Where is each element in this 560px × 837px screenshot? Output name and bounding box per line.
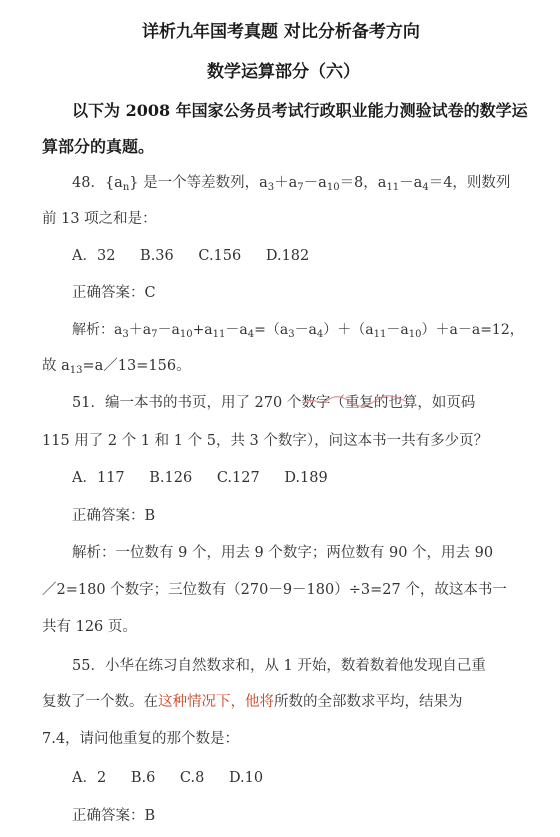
q51-options — [72, 468, 348, 488]
page-title: 详析九年国考真题 对比分析备考方向 — [142, 22, 420, 42]
q55-stem-line-3: 7.4，请问他重复的那个数是： — [42, 731, 240, 747]
page-subtitle: 数学运算部分（六） — [207, 62, 360, 82]
q51-explanation-line-1: 解析：一位数有 9 个，用去 9 个数字；两位数有 90 个，用去 90 — [72, 545, 494, 561]
option-b: B.126 — [149, 470, 193, 486]
q55-stem-line-1: 55．小华在练习自然数求和，从 1 开始，数着数着他发现自己重 — [72, 658, 486, 674]
option-d: D.182 — [265, 248, 310, 264]
q51-explanation-line-3: 共有 126 页。 — [42, 619, 137, 635]
intro-line-1: 以下为 2008 年国家公务员考试行政职业能力测验试卷的数学运 — [72, 101, 528, 120]
option-c: C.156 — [198, 248, 242, 264]
q55-options — [72, 768, 283, 788]
q48-explanation-line-2: 故 $a_{13}=a/13=156$。 — [42, 358, 191, 376]
option-c: C.8 — [179, 770, 205, 786]
q48-explanation-line-1: 解析：$a_3+a_7-a_{10}+a_{11}-a_4=(a_3-a_4)+(a_{11}-a_{10})+a-a=12$， — [72, 322, 524, 340]
q55-stem-line-2: 复数了一个数。在这种情况下，他将所数的全部数求平均，结果为 — [42, 694, 463, 710]
q55-answer: 正确答案：B — [72, 808, 156, 824]
option-d: D.10 — [228, 770, 264, 786]
option-a: A．32 — [72, 248, 116, 264]
q48-options — [72, 246, 329, 266]
option-a: A．2 — [72, 770, 107, 786]
option-c: C.127 — [216, 470, 260, 486]
q51-explanation-line-2: ／2=180 个数字；三位数有（270－9－180）÷3=27 个，故这本书一 — [42, 582, 507, 598]
q48-stem-line-1: 48．$\{a_n\}$ 是一个等差数列，$a_3+a_7-a_{10}=8$，$a_{11}-a_4=4$，则数列 — [72, 175, 511, 193]
q51-stem-line-2: 115 用了 2 个 1 和 1 个 5，共 3 个数字），问这本书一共有多少页？ — [42, 433, 489, 449]
q48-answer: 正确答案：C — [72, 285, 156, 301]
red-scribble-mark — [302, 394, 410, 408]
q51-answer: 正确答案：B — [72, 508, 156, 524]
option-a: A．117 — [72, 470, 125, 486]
intro-line-2: 算部分的真题。 — [42, 137, 155, 156]
option-d: D.189 — [284, 470, 328, 486]
q48-stem-line-2: 前 13 项之和是： — [42, 211, 157, 227]
option-b: B.36 — [140, 248, 174, 264]
q51-stem-line-1: 51．编一本书的书页，用了 270 个数字（重复的也算，如页码 — [72, 395, 476, 411]
option-b: B.6 — [130, 770, 156, 786]
